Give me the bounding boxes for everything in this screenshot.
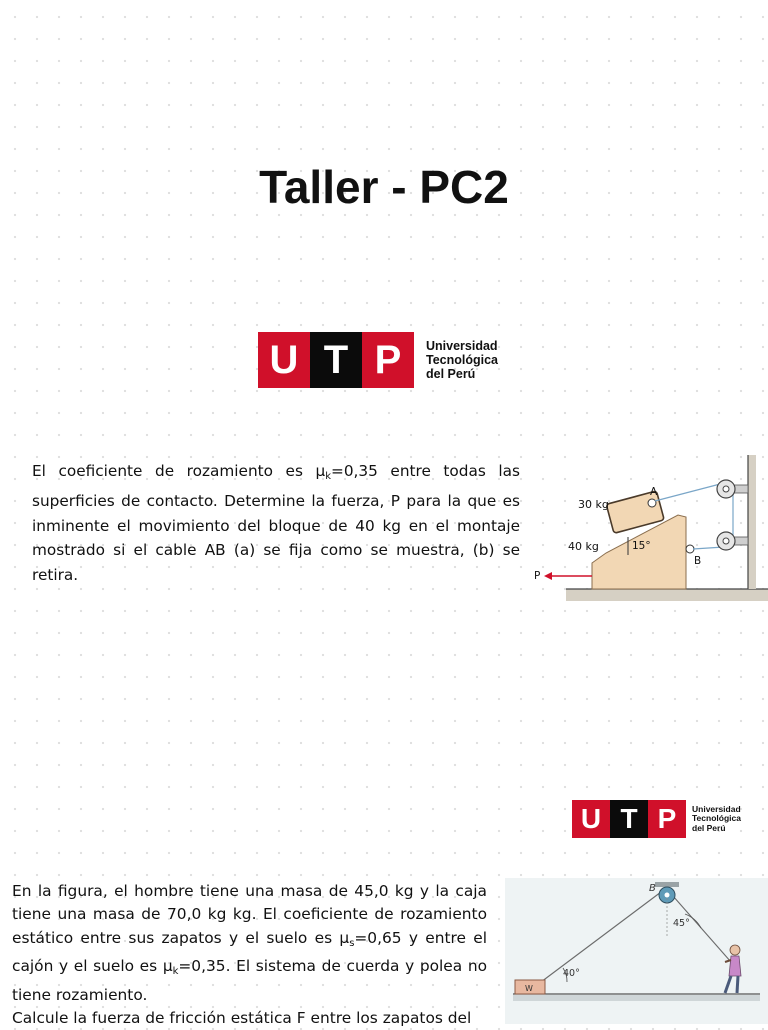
label-pulley-b: B — [649, 883, 656, 894]
slide-title: Taller - PC2 — [259, 161, 509, 213]
figure-2-background — [505, 878, 768, 1024]
problem-1-figure — [528, 455, 768, 605]
label-angle-45: 45° — [673, 918, 690, 929]
label-40kg: 40 kg — [568, 540, 599, 553]
logo-small-letter-u: U — [572, 800, 610, 838]
utp-logo — [258, 332, 498, 388]
problem-2-text-b: =0,65 y entre el cajón y el suelo es — [12, 928, 487, 976]
logo-university-name — [426, 339, 498, 381]
wall-hatch — [748, 455, 756, 589]
logo-name-line-2: Tecnológica — [426, 353, 499, 367]
logo-small-name-line-3: del Perú — [692, 822, 726, 833]
problem-2-text-d: Calcule la fuerza de fricción estática F entre los zapatos del — [12, 1009, 472, 1028]
logo-letter-p: P — [362, 332, 414, 388]
ceiling-mount — [655, 882, 679, 887]
problem-2-figure — [505, 878, 768, 1024]
pulley-top — [717, 480, 748, 498]
logo-small-university-name — [692, 805, 741, 834]
problem-2-text-a: En la figura, el hombre tiene una masa de 45,0 kg y la caja tiene una masa de 70,0 kg kg. El coeficiente de rozamiento estático entre sus zapatos y el suelo es — [12, 882, 487, 947]
attachment-a — [648, 499, 656, 507]
mu-k-symbol-2: μ — [162, 957, 173, 976]
utp-logo-small — [572, 800, 741, 838]
mu-s-symbol: μ — [339, 928, 350, 947]
label-force-p: P — [534, 570, 541, 582]
label-point-b: B — [694, 555, 702, 567]
problem-2-text — [12, 880, 487, 1030]
mu-k-symbol: μ — [315, 462, 326, 480]
mu-k-subscript: k — [325, 471, 331, 482]
logo-name-line-3: del Perú — [426, 367, 476, 381]
utp-logo-blocks — [258, 332, 414, 388]
mu-k-subscript-2: k — [172, 966, 179, 978]
floor-hatch — [566, 589, 768, 601]
pulley-axle — [665, 893, 670, 898]
force-p-arrowhead — [544, 572, 552, 580]
label-angle-15: 15° — [632, 540, 651, 552]
logo-letter-t: T — [310, 332, 362, 388]
ground-hatch — [513, 995, 760, 1001]
problem-1-text-a: El coeficiente de rozamiento es — [32, 462, 316, 480]
problem-1-text — [32, 459, 520, 587]
label-crate-w: W — [525, 984, 533, 993]
logo-small-letter-p: P — [648, 800, 686, 838]
utp-logo-small-blocks — [572, 800, 686, 838]
problem-1-text-b: =0,35 entre todas las superficies de contacto. Determine la fuerza, P para la que es inminente el movimiento del bloque de 40 kg en el montaje mostrado si el cable AB (a) se fija como se muestra, (b) se retira. — [32, 462, 520, 584]
pulley-bottom — [717, 532, 748, 550]
problem-2-text-c: =0,35. El sistema de cuerda y polea no tiene rozamiento. — [12, 957, 487, 1004]
logo-letter-u: U — [258, 332, 310, 388]
logo-name-line-1: Universidad — [426, 339, 498, 353]
cable-a — [655, 483, 724, 501]
mu-s-subscript: s — [349, 937, 355, 949]
attachment-b — [686, 545, 694, 553]
logo-small-name-line-1: Universidad — [692, 803, 741, 814]
label-point-a: A — [650, 486, 658, 498]
label-angle-40: 40° — [563, 968, 580, 979]
label-30kg: 30 kg — [578, 498, 609, 511]
logo-small-letter-t: T — [610, 800, 648, 838]
logo-small-name-line-2: Tecnológica — [692, 813, 741, 824]
